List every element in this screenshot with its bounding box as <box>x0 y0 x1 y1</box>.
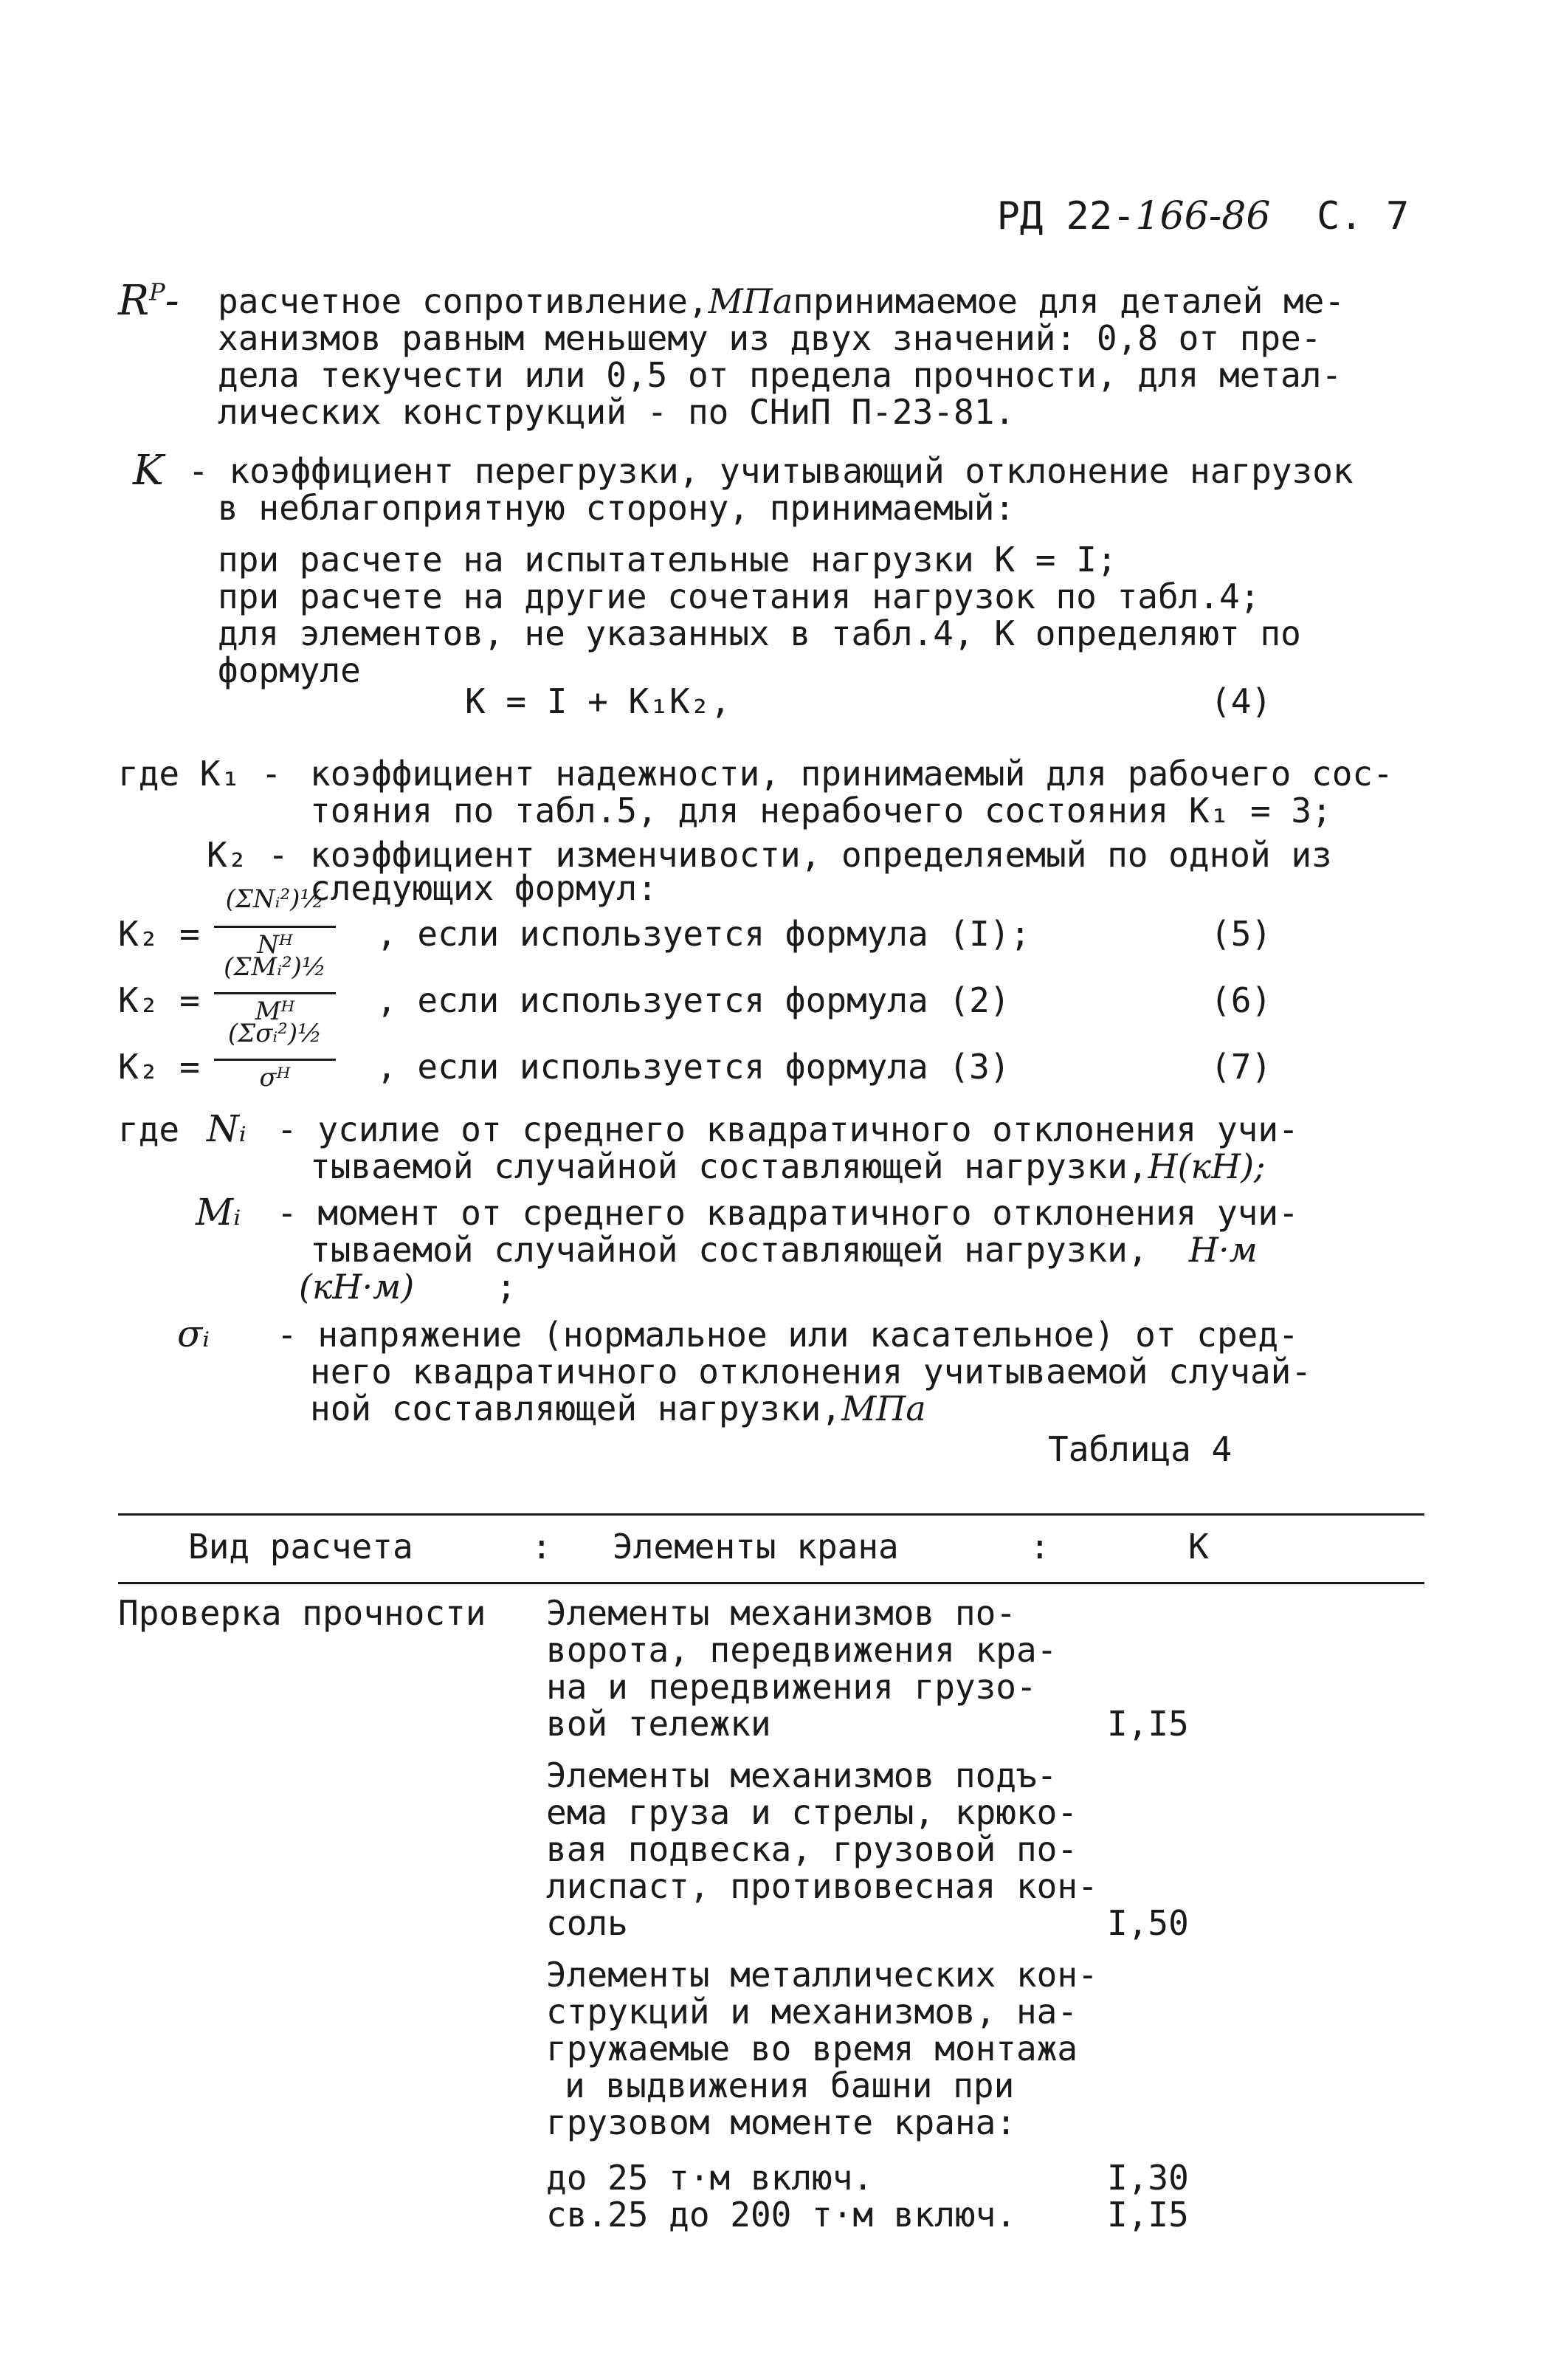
table-header-k: К <box>1188 1527 1209 1566</box>
where-k2-lead: К₂ - <box>207 835 289 875</box>
formula-4: К = I + К₁К₂, <box>465 681 731 721</box>
k-line-1: - коэффициент перегрузки, учитывающий отклонение нагрузок <box>188 451 1354 491</box>
k-case-4: формуле <box>218 650 361 690</box>
block2-line-2: ема груза и стрелы, крюко- <box>546 1792 1078 1832</box>
formula-7-fraction-bar <box>214 1059 336 1061</box>
formula-7-numerator: (Σσᵢ²)½ <box>227 1019 323 1048</box>
formula-6-number: (6) <box>1210 980 1272 1020</box>
table-header-sep-1: : <box>531 1527 552 1566</box>
block1-line-2: ворота, передвижения кра- <box>546 1630 1058 1670</box>
ni-unit: Н(кН); <box>1148 1146 1266 1186</box>
block1-line-3: на и передвижения грузо- <box>546 1667 1037 1707</box>
sigma-unit: МПа <box>841 1389 926 1428</box>
formula-6-condition: , если используется формула (2) <box>376 980 1010 1020</box>
sub2-k: I,I5 <box>1107 2195 1189 2235</box>
mi-symbol: Mᵢ <box>196 1191 241 1234</box>
where-ni-lead: где <box>118 1110 180 1149</box>
formula-5-denominator: Nᴴ <box>257 930 293 960</box>
table-row-label: Проверка прочности <box>118 1593 486 1633</box>
mi-unit-line <box>299 1268 517 1305</box>
formula-7-lhs: К₂ = <box>118 1047 200 1087</box>
doc-code: РД 22- <box>996 194 1136 238</box>
mi-unit: Н·м <box>1188 1230 1258 1270</box>
formula-5-fraction <box>210 886 339 912</box>
formula-5-condition: , если используется формула (I); <box>376 914 1031 954</box>
block2-line-3: вая подвеска, грузовой по- <box>546 1829 1078 1869</box>
k-symbol: K <box>133 447 164 495</box>
where-k1-line-1: коэффициент надежности, принимаемый для рабочего сос- <box>310 754 1393 794</box>
mi-unit-2: (кН·м) <box>299 1267 415 1307</box>
doc-code-handwritten: 166-86 <box>1135 194 1271 238</box>
formula-6-fraction-bar <box>214 992 336 994</box>
sub2-label: св.25 до 200 т·м включ. <box>546 2195 1016 2235</box>
formula-6-numerator: (ΣMᵢ²)½ <box>224 952 326 982</box>
ni-symbol: Nᵢ <box>207 1107 247 1150</box>
table-header-elements: Элементы крана <box>613 1527 899 1566</box>
where-k2-line-1: коэффициент изменчивости, определяемый по одной из <box>310 835 1332 875</box>
rp-line-4: лических конструкций - по СНиП П-23-81. <box>218 392 1016 432</box>
block1-k: I,I5 <box>1107 1704 1189 1744</box>
sub1-k: I,30 <box>1107 2158 1189 2198</box>
mi-semicolon: ; <box>496 1267 517 1307</box>
formula-7-denominator: σᴴ <box>259 1063 291 1093</box>
block2-line-1: Элементы механизмов подъ- <box>546 1755 1058 1795</box>
block3-line-1: Элементы металлических кон- <box>546 1955 1098 1995</box>
where-k2-line-2: следующих формул: <box>310 868 658 908</box>
table-header-calc-type: Вид расчета <box>188 1527 413 1566</box>
page-header <box>951 161 1410 238</box>
rp-line-3: дела текучести или 0,5 от предела прочности, для метал- <box>218 355 1342 395</box>
where-k1-lead: где К₁ - <box>118 754 282 794</box>
formula-6-denominator: Mᴴ <box>255 997 295 1026</box>
rp-symbol: $R^P-$ <box>118 277 179 325</box>
block1-line-1: Элементы механизмов по- <box>546 1593 1016 1633</box>
sigma-symbol: σᵢ <box>177 1313 210 1355</box>
table-caption: Таблица 4 <box>1048 1429 1233 1469</box>
block2-line-5: соль <box>546 1903 628 1943</box>
block2-k: I,50 <box>1107 1903 1189 1943</box>
table-header-rule <box>118 1582 1424 1584</box>
block3-line-3: гружаемые во время монтажа <box>546 2029 1078 2068</box>
rp-line-1: расчетное сопротивление,МПапринимаемое для деталей ме- <box>218 281 1345 321</box>
formula-7-condition: , если используется формула (3) <box>376 1047 1010 1087</box>
k-case-2: при расчете на другие сочетания нагрузок по табл.4; <box>218 577 1261 616</box>
rp-unit: МПа <box>708 281 793 321</box>
k-case-1: при расчете на испытательные нагрузки К = I; <box>218 540 1117 579</box>
formula-4-number: (4) <box>1210 681 1272 721</box>
k-line-2: в неблагоприятную сторону, принимаемый: <box>218 488 1016 528</box>
block3-line-2: струкций и механизмов, на- <box>546 1992 1078 2032</box>
formula-5-fraction-bar <box>214 926 336 928</box>
formula-6-lhs: К₂ = <box>118 980 200 1020</box>
block2-line-4: лиспаст, противовесная кон- <box>546 1866 1098 1906</box>
ni-line-2: тываемой случайной составляющей нагрузки,Н(кН); <box>310 1146 1266 1186</box>
sigma-line-1: - напряжение (нормальное или касательное) от сред- <box>277 1315 1299 1355</box>
sub1-label: до 25 т·м включ. <box>546 2158 874 2198</box>
sigma-line-2: него квадратичного отклонения учитываемой случай- <box>310 1352 1312 1392</box>
table-top-rule <box>118 1513 1424 1516</box>
mi-line-1: - момент от среднего квадратичного отклонения учи- <box>277 1193 1299 1233</box>
table-header-sep-2: : <box>1030 1527 1050 1566</box>
sigma-line-3: ной составляющей нагрузки,МПа <box>310 1389 926 1428</box>
formula-5-lhs: К₂ = <box>118 914 200 954</box>
block3-line-5: грузовом моменте крана: <box>546 2102 1016 2142</box>
where-k1-line-2: тояния по табл.5, для нерабочего состояния К₁ = 3; <box>310 791 1332 830</box>
k-case-3: для элементов, не указанных в табл.4, К определяют по <box>218 613 1301 653</box>
mi-line-2: тываемой случайной составляющей нагрузки, Н·м <box>310 1230 1258 1270</box>
block1-line-4: вой тележки <box>546 1704 771 1744</box>
formula-7-number: (7) <box>1210 1047 1272 1087</box>
formula-5-numerator: (ΣNᵢ²)½ <box>225 884 325 914</box>
page-number: С. 7 <box>1317 194 1410 238</box>
ni-line-1: - усилие от среднего квадратичного отклонения учи- <box>277 1110 1299 1149</box>
formula-5-number: (5) <box>1210 914 1272 954</box>
rp-line-2: ханизмов равным меньшему из двух значений: 0,8 от пре- <box>218 318 1322 358</box>
block3-line-4: и выдвижения башни при <box>565 2066 1015 2105</box>
